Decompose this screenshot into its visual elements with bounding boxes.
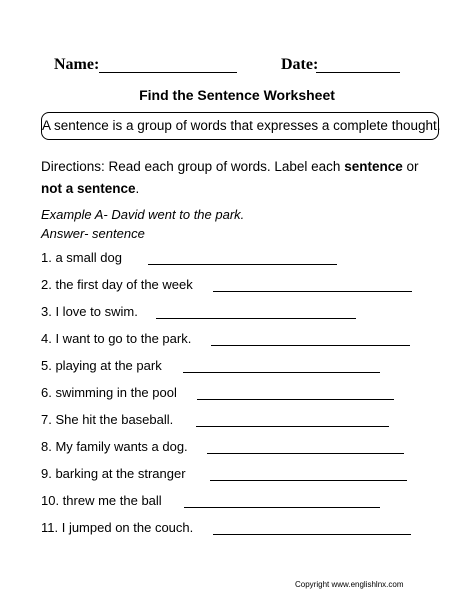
- answer-line[interactable]: [197, 399, 394, 400]
- question-item: [41, 412, 441, 439]
- question-item: [41, 304, 441, 331]
- question-item: [41, 358, 441, 385]
- question-text: 2. the first day of the week: [41, 277, 193, 292]
- question-item: [41, 466, 441, 493]
- directions-text-1: Directions: Read each group of words. Label each: [41, 159, 345, 174]
- name-answer-line[interactable]: [99, 72, 237, 73]
- answer-line[interactable]: [213, 291, 412, 292]
- answer-line[interactable]: [196, 426, 389, 427]
- answer-line[interactable]: [183, 372, 380, 373]
- answer-line[interactable]: [148, 264, 337, 265]
- question-text: 8. My family wants a dog.: [41, 439, 188, 454]
- question-item: [41, 385, 441, 412]
- question-item: [41, 520, 441, 547]
- answer-line[interactable]: [156, 318, 356, 319]
- definition-box: A sentence is a group of words that expresses a complete thought.: [41, 112, 439, 140]
- directions-bold-sentence: sentence: [344, 159, 403, 174]
- answer-line[interactable]: [213, 534, 411, 535]
- question-item: [41, 331, 441, 358]
- directions-text-3: .: [135, 181, 140, 196]
- example-answer: Answer- sentence: [41, 226, 145, 241]
- question-text: 11. I jumped on the couch.: [41, 520, 194, 535]
- question-text: 5. playing at the park: [41, 358, 162, 373]
- answer-line[interactable]: [210, 480, 407, 481]
- question-text: 9. barking at the stranger: [41, 466, 186, 481]
- question-item: [41, 250, 441, 277]
- question-item: [41, 493, 441, 520]
- answer-line[interactable]: [184, 507, 380, 508]
- question-text: 10. threw me the ball: [41, 493, 162, 508]
- answer-line[interactable]: [207, 453, 404, 454]
- date-answer-line[interactable]: [316, 72, 400, 73]
- question-text: 3. I love to swim.: [41, 304, 138, 319]
- copyright-text: Copyright www.englishlnx.com: [295, 580, 404, 589]
- name-label: Name:: [54, 56, 100, 73]
- question-item: [41, 277, 441, 304]
- answer-line[interactable]: [211, 345, 410, 346]
- question-text: 4. I want to go to the park.: [41, 331, 192, 346]
- example-line: Example A- David went to the park.: [41, 207, 245, 222]
- directions-text-2: or: [402, 159, 419, 174]
- question-list: [41, 250, 441, 547]
- question-text: 1. a small dog: [41, 250, 122, 265]
- directions-bold-not-sentence: not a sentence: [41, 181, 136, 196]
- example-block: [41, 205, 244, 243]
- name-date-header: [54, 56, 434, 78]
- directions: [41, 156, 431, 200]
- question-text: 7. She hit the baseball.: [41, 412, 174, 427]
- worksheet-title: Find the Sentence Worksheet: [139, 87, 335, 103]
- question-text: 6. swimming in the pool: [41, 385, 177, 400]
- date-label: Date:: [281, 56, 319, 73]
- question-item: [41, 439, 441, 466]
